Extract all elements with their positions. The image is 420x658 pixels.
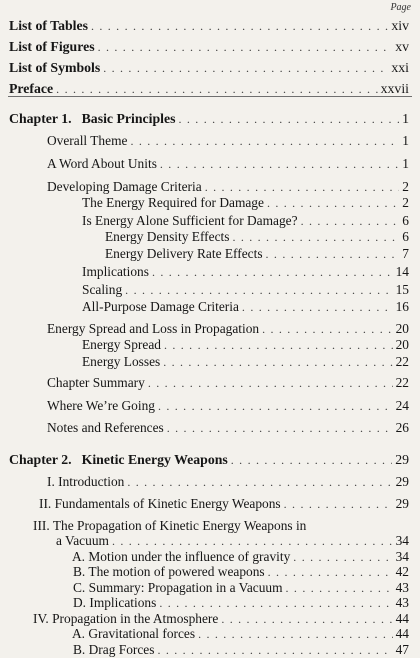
toc-entry-label: D. Implications bbox=[73, 595, 157, 610]
toc-entry[interactable] bbox=[0, 418, 420, 438]
leader-dots bbox=[158, 396, 393, 416]
toc-entry-page: 44 bbox=[395, 610, 409, 626]
toc-entry-page: 2 bbox=[402, 195, 409, 210]
toc-entry-label: Energy Losses bbox=[82, 354, 161, 369]
toc-entry[interactable] bbox=[0, 595, 420, 611]
leader-dots bbox=[167, 418, 393, 438]
toc-entry-page: 42 bbox=[395, 564, 409, 579]
toc-entry-label: Energy Spread and Loss in Propagation bbox=[47, 321, 260, 336]
toc-chapter-1[interactable] bbox=[0, 109, 420, 129]
toc-entry[interactable] bbox=[0, 533, 420, 549]
leader-dots bbox=[159, 595, 392, 611]
leader-dots bbox=[198, 626, 393, 642]
toc-entry[interactable] bbox=[0, 193, 420, 213]
leader-dots bbox=[152, 262, 393, 282]
toc-entry-label: I. Introduction bbox=[47, 474, 125, 489]
toc-entry-label: List of Tables bbox=[9, 18, 88, 33]
toc-entry-label: II. Fundamentals of Kinetic Energy Weapons bbox=[39, 496, 281, 511]
toc-entry-page: 1 bbox=[402, 133, 409, 148]
toc-chapter-2[interactable] bbox=[0, 450, 420, 470]
toc-entry-label: A. Motion under the influence of gravity bbox=[72, 548, 291, 564]
chapter-number: Chapter 1. bbox=[9, 111, 72, 126]
toc-entry-label: Implications bbox=[82, 264, 149, 279]
toc-entry[interactable] bbox=[0, 564, 420, 580]
toc-entry[interactable] bbox=[0, 373, 420, 393]
toc-entry-page: 29 bbox=[395, 452, 409, 467]
leader-dots bbox=[221, 611, 392, 627]
section-divider bbox=[8, 96, 412, 97]
chapter-heading bbox=[0, 109, 176, 129]
toc-entry[interactable] bbox=[0, 626, 420, 642]
toc-entry-page: xxvii bbox=[380, 81, 409, 96]
toc-entry-page: 20 bbox=[395, 337, 409, 352]
toc-entry-label: B. The motion of powered weapons bbox=[73, 564, 265, 579]
toc-entry-label: A Word About Units bbox=[47, 156, 157, 171]
toc-entry-page: 29 bbox=[395, 474, 409, 489]
toc-entry-label: Notes and References bbox=[47, 420, 164, 435]
toc-entry-label: List of Figures bbox=[9, 39, 95, 54]
toc-entry-label: Where We’re Going bbox=[47, 398, 155, 413]
toc-entry-label: List of Symbols bbox=[9, 60, 101, 75]
toc-entry-label: The Energy Required for Damage bbox=[82, 195, 264, 210]
toc-entry-label: Energy Spread bbox=[82, 337, 161, 352]
toc-entry-page: 34 bbox=[395, 533, 409, 548]
toc-entry-page: xxi bbox=[391, 60, 409, 75]
chapter-heading bbox=[0, 450, 228, 470]
toc-entry-page: 29 bbox=[395, 496, 409, 511]
leader-dots bbox=[91, 16, 388, 36]
toc-entry-page: 6 bbox=[402, 229, 409, 244]
toc-entry-label: All-Purpose Damage Criteria bbox=[82, 299, 239, 314]
toc-entry-page: xiv bbox=[391, 18, 409, 33]
toc-entry-page: 1 bbox=[402, 111, 409, 126]
leader-dots bbox=[103, 58, 388, 78]
leader-dots bbox=[112, 533, 393, 549]
toc-entry-list-of-tables[interactable] bbox=[0, 16, 420, 36]
toc-entry[interactable] bbox=[0, 244, 420, 264]
toc-entry-page: 44 bbox=[395, 626, 409, 641]
toc-entry-label: a Vacuum bbox=[56, 533, 109, 548]
toc-entry-page: 24 bbox=[395, 398, 409, 413]
toc-entry[interactable] bbox=[0, 642, 420, 658]
toc-entry-label: Preface bbox=[9, 81, 54, 96]
toc-entry-list-of-figures[interactable] bbox=[0, 37, 420, 57]
toc-entry-label: Scaling bbox=[82, 282, 123, 297]
toc-entry-page: 16 bbox=[395, 299, 409, 314]
toc-entry-label: Is Energy Alone Sufficient for Damage? bbox=[82, 213, 298, 228]
toc-entry[interactable] bbox=[0, 297, 420, 317]
toc-entry-page: xv bbox=[395, 39, 409, 54]
leader-dots bbox=[284, 494, 393, 514]
toc-entry-label: Overall Theme bbox=[47, 133, 128, 148]
leader-dots bbox=[163, 352, 392, 372]
toc-entry-page: 1 bbox=[402, 156, 409, 171]
toc-entry-page: 15 bbox=[395, 282, 409, 297]
toc-entry-label: B. Drag Forces bbox=[73, 641, 155, 657]
leader-dots bbox=[98, 37, 393, 57]
leader-dots bbox=[293, 549, 392, 565]
chapter-title: Kinetic Energy Weapons bbox=[81, 452, 228, 467]
toc-entry-page: 43 bbox=[395, 579, 409, 595]
toc-entry-label: Chapter Summary bbox=[47, 375, 145, 390]
toc-entry-page: 47 bbox=[395, 641, 409, 657]
toc-entry-page: 34 bbox=[395, 548, 409, 564]
toc-entry-label: III. The Propagation of Kinetic Energy Weapons in bbox=[33, 518, 307, 533]
leader-dots bbox=[231, 450, 392, 470]
toc-entry-label: Developing Damage Criteria bbox=[47, 179, 202, 194]
toc-entry[interactable] bbox=[0, 472, 420, 492]
toc-entry-label: A. Gravitational forces bbox=[72, 626, 196, 641]
leader-dots bbox=[242, 297, 393, 317]
leader-dots bbox=[130, 131, 399, 151]
toc-entry[interactable] bbox=[0, 352, 420, 372]
toc-entry[interactable] bbox=[0, 262, 420, 282]
toc-entry[interactable] bbox=[0, 549, 420, 565]
chapter-title: Basic Principles bbox=[81, 111, 176, 126]
toc-entry-list-of-symbols[interactable] bbox=[0, 58, 420, 78]
toc-entry-page: 26 bbox=[395, 420, 409, 435]
toc-entry-page: 2 bbox=[402, 179, 409, 194]
toc-entry-page: 43 bbox=[395, 595, 409, 610]
leader-dots bbox=[268, 564, 393, 580]
toc-entry[interactable] bbox=[0, 396, 420, 416]
leader-dots bbox=[266, 244, 400, 264]
toc-entry[interactable] bbox=[0, 154, 420, 174]
leader-dots bbox=[286, 580, 393, 596]
toc-entry-page: 22 bbox=[395, 375, 409, 390]
leader-dots bbox=[157, 642, 392, 658]
toc-entry[interactable] bbox=[0, 611, 420, 627]
toc-entry-page: 6 bbox=[402, 213, 409, 228]
toc-entry-label: IV. Propagation in the Atmosphere bbox=[33, 610, 219, 626]
toc-entry-label: Energy Delivery Rate Effects bbox=[105, 246, 263, 261]
leader-dots bbox=[160, 154, 399, 174]
toc-entry[interactable] bbox=[0, 131, 420, 151]
toc-entry[interactable] bbox=[0, 494, 420, 514]
leader-dots bbox=[179, 109, 400, 129]
toc-entry-label: Energy Density Effects bbox=[105, 229, 230, 244]
toc-entry[interactable] bbox=[0, 580, 420, 596]
page-column-label: Page bbox=[390, 2, 411, 13]
toc-entry-label: C. Summary: Propagation in a Vacuum bbox=[73, 579, 283, 595]
toc-entry-page: 7 bbox=[402, 246, 409, 261]
toc-entry-page: 14 bbox=[395, 264, 409, 279]
chapter-number: Chapter 2. bbox=[9, 452, 72, 467]
toc-entry-page: 20 bbox=[395, 321, 409, 336]
toc-entry-page: 22 bbox=[395, 354, 409, 369]
leader-dots bbox=[148, 373, 393, 393]
leader-dots bbox=[267, 193, 399, 213]
leader-dots bbox=[127, 472, 392, 492]
